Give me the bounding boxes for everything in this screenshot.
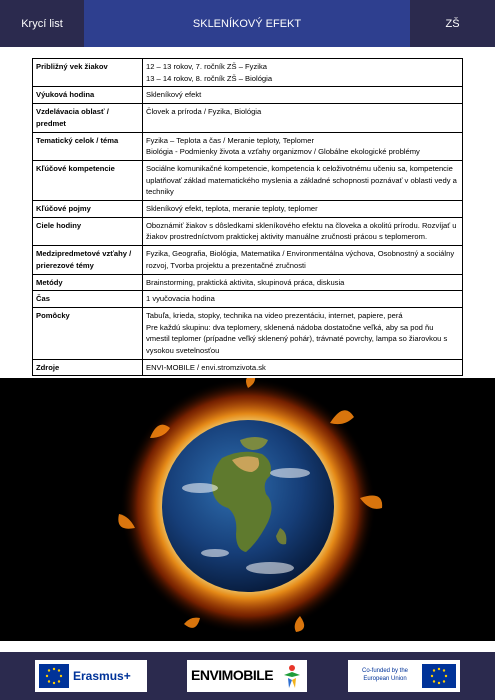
row-value-line: ENVI-MOBILE / envi.stromzivota.sk: [146, 362, 266, 372]
row-value-line: 1 vyučovacia hodina: [146, 294, 215, 304]
table-row: [33, 87, 463, 104]
row-value-line: 12 – 13 rokov, 7. ročník ZŠ – Fyzika: [146, 62, 267, 71]
row-value: [143, 160, 463, 200]
header-right-label: ZŠ: [410, 0, 495, 47]
eu-flag-icon: [422, 664, 456, 688]
table-row: [33, 59, 463, 87]
row-value-line: Sociálne komunikačné kompetencie, kompetencia k celoživotnému učeniu sa, kompetencie uplatňovať základ matematického myslenia a základné schopnosti poznávať v oblasti vedy a techniky: [146, 163, 457, 197]
row-label: Ciele hodiny: [33, 217, 143, 245]
erasmus-label: Erasmus+: [73, 669, 131, 683]
row-label: Metódy: [33, 274, 143, 291]
row-value: [143, 59, 463, 87]
row-value-line: Človek a príroda / Fyzika, Biológia: [146, 107, 262, 117]
row-label: Vzdelávacia oblasť / predmet: [33, 104, 143, 132]
row-value: [143, 274, 463, 291]
row-value-line: Fyzika, Geografia, Biológia, Matematika / Environmentálna výchova, Osobnostný a sociálny rozvoj, Tvorba projektu a prezentačné zručnosti: [146, 249, 455, 270]
table-row: [33, 217, 463, 245]
table-row: [33, 307, 463, 359]
row-value-line: Brainstorming, praktická aktivita, skupinová práca, diskusia: [146, 277, 345, 287]
row-value-line: Skleníkový efekt: [146, 90, 202, 100]
erasmus-logo: [35, 660, 147, 692]
table-row: [33, 246, 463, 274]
table-row: [33, 132, 463, 160]
row-value: [143, 87, 463, 104]
cover-sheet-table: [32, 58, 463, 376]
eu-cofunded-label: Co-funded by the European Union: [361, 668, 409, 682]
envimobile-logo: [187, 660, 307, 692]
row-value: [143, 132, 463, 160]
header-left-label: Krycí list: [0, 0, 84, 47]
row-label: Zdroje: [33, 359, 143, 376]
row-value: [143, 217, 463, 245]
table-row: [33, 359, 463, 376]
row-value-line: Biológia - Podmienky života a vzťahy organizmov / Globálne ekologické problémy: [146, 147, 420, 157]
row-value: [143, 307, 463, 359]
envimobile-label: ENVIMOBILE: [191, 667, 274, 683]
page-title: SKLENÍKOVÝ EFEKT: [84, 0, 410, 47]
eu-cofunded-logo: [348, 660, 460, 692]
table-row: [33, 291, 463, 308]
earth-on-fire-image: [0, 378, 495, 641]
row-value: [143, 359, 463, 376]
row-value-line: Oboznámiť žiakov s dôsledkami skleníkového efektu na človeka a okolitú prírodu. Rozvíjať u žiakov prostredníctvom praktickej aktivity manuálne zručnosti prácou s teplomerom.: [146, 220, 457, 242]
row-value-line: Tabuľa, krieda, stopky, technika na video prezentáciu, internet, papiere, perá: [146, 310, 403, 320]
row-label: Pomôcky: [33, 307, 143, 359]
row-value: [143, 201, 463, 218]
row-label: Približný vek žiakov: [33, 59, 143, 87]
row-value-line: Fyzika – Teplota a čas / Meranie teploty, Teplomer: [146, 135, 314, 145]
table-row: [33, 274, 463, 291]
row-value-line: Skleníkový efekt, teplota, meranie teploty, teplomer: [146, 204, 318, 214]
row-value-line: Pre každú skupinu: dva teplomery, sklenená nádoba dostatočne veľká, aby sa pod ňu vmestil teplomer (prípadne veľký sklenený pohár), trávnaté povrchy, lampa so žiarovkou s vysokou svetelnosťou: [146, 322, 448, 356]
earth-on-fire-icon: [0, 378, 495, 641]
row-value: [143, 291, 463, 308]
row-label: Medzipredmetové vzťahy / prierezové témy: [33, 246, 143, 274]
header-bar: [0, 0, 495, 47]
row-label: Výuková hodina: [33, 87, 143, 104]
row-label: Čas: [33, 291, 143, 308]
row-label: Kľúčové kompetencie: [33, 160, 143, 200]
table-row: [33, 201, 463, 218]
table-row: [33, 104, 463, 132]
row-value: [143, 246, 463, 274]
envimobile-figure-icon: [281, 663, 303, 689]
row-label: Tematický celok / téma: [33, 132, 143, 160]
row-label: Kľúčové pojmy: [33, 201, 143, 218]
row-value: [143, 104, 463, 132]
table-row: [33, 160, 463, 200]
eu-flag-icon: [39, 664, 69, 688]
row-value-line: 13 – 14 rokov, 8. ročník ZŠ – Biológia: [146, 73, 273, 83]
